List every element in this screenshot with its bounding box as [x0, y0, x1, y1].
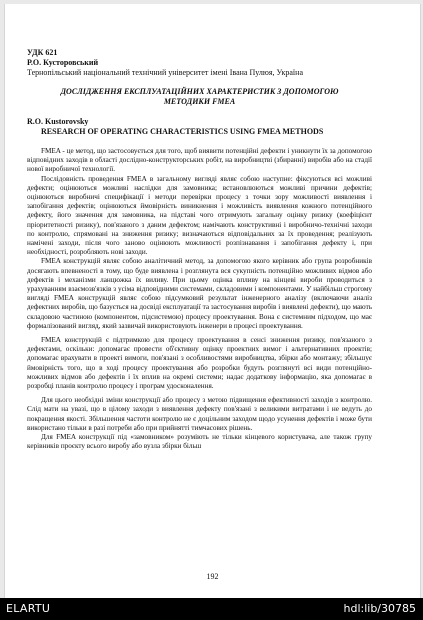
title-ua: ДОСЛІДЖЕННЯ ЕКСПЛУАТАЦІЙНИХ ХАРАКТЕРИСТИК З ДОПОМОГОЮ МЕТОДИКИ FMEA — [60, 87, 339, 106]
paragraph: Для FMEA конструкції під «замовником» розуміють не тільки кінцевого користувача, але також групу керівників проєкту всього виробу або вузла збірки більш — [27, 433, 372, 451]
affiliation: Тернопільський національний технічний університет імені Івана Пулюя, Україна — [27, 68, 303, 77]
footer-bar — [0, 598, 423, 620]
paragraph: Послідовність проведення FMEA в загальному вигляді являє собою наступне: фіксуються всі можливі дефекти; оцінюються можливі наслідки для замовника; встановлюються можливі причини дефектів; оцінюються виробничі специфікації і методи перевірки процесу з точки зору можливості виявлення і запобігання дефектів; оцінюються ймовірність виникнення і можливість виявлення кожного потенційного дефекту, його значення для замовника, на підставі чого отримують загальну оцінку ризику (коефіцієнт пріоритетності ризику), пов'язаного з даним дефектом; намічають конструктивні і виробничо-технічні заходи по контролю, спрямовані на зниження ризику; визначаються відповідальних за їх проведення; реалізують намічені заходи, після чого заново оцінюють можливості розпізнавання і запобігання дефекту і, при необхідності, розробляють нові заходи. — [27, 174, 372, 257]
document-page — [4, 4, 421, 598]
handle-link[interactable]: hdl:lib/30785 — [343, 602, 416, 615]
title-en: RESEARCH OF OPERATING CHARACTERISTICS USING FMEA METHODS — [41, 127, 324, 136]
author-en: R.O. Kustorovsky — [27, 117, 89, 126]
repository-label[interactable]: ELARTU — [6, 602, 51, 615]
page-number: 192 — [206, 572, 219, 581]
paragraph: FMEA конструкцій являє собою аналітичний метод, за допомогою якого керівник або група розробників досягають впевненості в тому, що буде виявлена і розглянута вся сукупність потенційно можливих відмов або дефектів і механізми ланцюжка їх виливу. При цьому оцінка впливу на кінцеві вироби проводиться з урахуванням взаємозв'язків з усіма відповідними системами, складовими і компонентами. У найбільш строгому вигляді FMEA конструкцій являє собою підсумковий результат інженерного аналізу (включаючи аналіз дефектних виробів, що базується на досвіді експлуатації та застосування виробів і виявлені дефекти), що мають складовою частиною (компонентом, підсистемою) процесу проектування. Вона є системним підходом, що має формалізований вигляд, який зазвичай використовують інженери в процесі проектування. — [27, 257, 372, 330]
paragraph: Для цього необхідні зміни конструкції або процесу з метою підвищення ефективності заходів з контролю. Слід мати на увазі, що в цілому заходи з виявлення дефекту пов'язані з великими витратами і не ведуть до покращення якості. Збільшення частоти контролю не є доцільним заходом щодо усунення дефектів і може бути використано тільки в разі потреби або при прийнятті тимчасових рішень. — [27, 396, 372, 432]
paragraph: FMEA - це метод, що застосовується для того, щоб виявити потенційні дефекти і уникнути їх за допомогою відповідних заходів в області дослідно-конструкторських робіт, на виробництві (збиранні) виробів або на стадії нової виробничої технології. — [27, 147, 372, 174]
article-content — [27, 48, 372, 452]
article-body — [27, 147, 372, 452]
author-ua: Р.О. Кусторовський — [27, 58, 99, 67]
paragraph: FMEA конструкцій є підтримкою для процесу проектування в сенсі зниження ризику, пов'язаного з дефектами, оскільки: допомагає провести об'єктивну оцінку проектних вимог і альтернативних проектів; допомагає врахувати в проекті вимоги, пов'язані з особливостями виробництва, збірки або монтажу; збільшує ймовірність того, що в ході процесу проектування або розробки будуть розглянуті всі види потенційно-можливих відмов або дефектів і їх вплив на окремі системи; надає додаткову інформацію, яка допомагає в розробці планів контролю процесу і програм удосконалення. — [27, 336, 372, 391]
udc-code: УДК 621 — [27, 48, 58, 57]
